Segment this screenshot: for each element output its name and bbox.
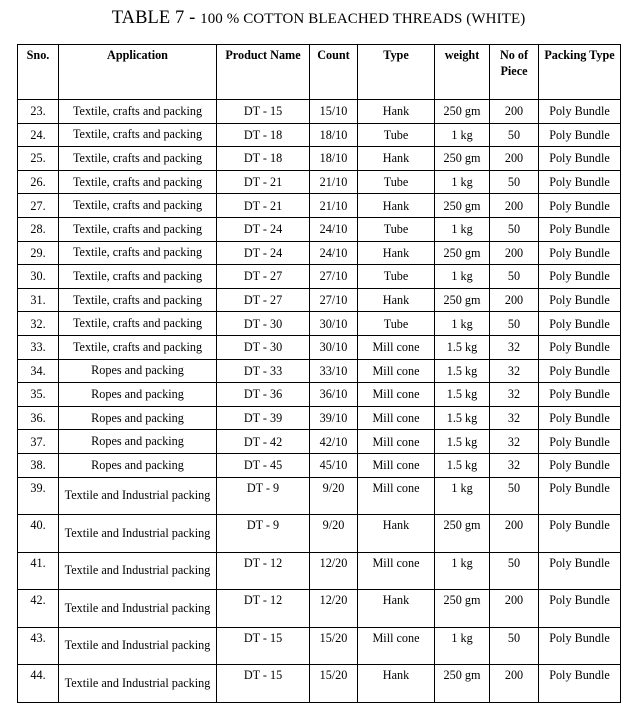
cell-type: Tube [358,312,435,336]
cell-count: 33/10 [310,359,358,383]
column-header-packing-type: Packing Type [539,45,621,100]
cell-pieces: 50 [490,552,539,590]
cell-count: 15/20 [310,665,358,703]
cell-weight: 1 kg [435,627,490,665]
cell-packing-type: Poly Bundle [539,406,621,430]
table-row [18,241,621,265]
cell-count: 24/10 [310,241,358,265]
cell-sno: 36. [18,406,59,430]
cell-application: Textile, crafts and packing [59,147,217,171]
cell-packing-type: Poly Bundle [539,100,621,124]
cell-packing-type: Poly Bundle [539,590,621,628]
cell-weight: 1.5 kg [435,453,490,477]
cell-count: 24/10 [310,217,358,241]
cell-weight: 1.5 kg [435,335,490,359]
cell-count: 45/10 [310,453,358,477]
cell-weight: 250 gm [435,590,490,628]
cell-sno: 34. [18,359,59,383]
cell-sno: 25. [18,147,59,171]
cell-product-name: DT - 9 [217,515,310,553]
cell-pieces: 32 [490,453,539,477]
cell-application: Textile, crafts and packing [59,170,217,194]
cell-pieces: 32 [490,383,539,407]
table-row [18,552,621,590]
cell-product-name: DT - 36 [217,383,310,407]
cell-packing-type: Poly Bundle [539,217,621,241]
cell-packing-type: Poly Bundle [539,265,621,289]
column-header-count: Count [310,45,358,100]
cell-weight: 1 kg [435,123,490,147]
cell-type: Mill cone [358,453,435,477]
cell-count: 12/20 [310,590,358,628]
cell-type: Mill cone [358,359,435,383]
cell-application: Textile and Industrial packing [59,590,217,628]
cell-sno: 38. [18,453,59,477]
cell-packing-type: Poly Bundle [539,383,621,407]
cell-pieces: 200 [490,288,539,312]
cell-type: Hank [358,288,435,312]
cell-packing-type: Poly Bundle [539,453,621,477]
cell-weight: 250 gm [435,194,490,218]
cell-application: Textile and Industrial packing [59,665,217,703]
cell-count: 30/10 [310,312,358,336]
cell-type: Mill cone [358,406,435,430]
cell-packing-type: Poly Bundle [539,552,621,590]
cell-packing-type: Poly Bundle [539,194,621,218]
cell-count: 39/10 [310,406,358,430]
table-row [18,453,621,477]
cell-sno: 33. [18,335,59,359]
cell-sno: 24. [18,123,59,147]
cell-product-name: DT - 15 [217,100,310,124]
cell-product-name: DT - 30 [217,312,310,336]
cell-pieces: 50 [490,477,539,515]
cell-packing-type: Poly Bundle [539,170,621,194]
cell-type: Hank [358,515,435,553]
cell-sno: 42. [18,590,59,628]
cell-product-name: DT - 39 [217,406,310,430]
cell-product-name: DT - 18 [217,147,310,171]
cell-count: 27/10 [310,265,358,289]
column-header-application: Application [59,45,217,100]
cell-pieces: 200 [490,665,539,703]
cell-packing-type: Poly Bundle [539,123,621,147]
cell-packing-type: Poly Bundle [539,241,621,265]
cell-product-name: DT - 24 [217,241,310,265]
column-header-product-name: Product Name [217,45,310,100]
table-row [18,147,621,171]
cell-product-name: DT - 33 [217,359,310,383]
cell-sno: 28. [18,217,59,241]
cell-weight: 1 kg [435,265,490,289]
cell-count: 21/10 [310,194,358,218]
table-row [18,100,621,124]
cell-type: Mill cone [358,477,435,515]
cell-weight: 1 kg [435,312,490,336]
cell-sno: 40. [18,515,59,553]
cell-type: Tube [358,123,435,147]
cell-application: Ropes and packing [59,430,217,454]
table-row [18,627,621,665]
cell-type: Mill cone [358,383,435,407]
cell-count: 18/10 [310,123,358,147]
table-row [18,288,621,312]
cell-packing-type: Poly Bundle [539,359,621,383]
cell-application: Ropes and packing [59,406,217,430]
cell-product-name: DT - 21 [217,170,310,194]
cell-application: Textile, crafts and packing [59,217,217,241]
cell-application: Textile, crafts and packing [59,335,217,359]
column-header-weight: weight [435,45,490,100]
cell-application: Textile, crafts and packing [59,100,217,124]
cell-pieces: 200 [490,100,539,124]
header-row [18,45,621,100]
cell-weight: 250 gm [435,147,490,171]
cell-sno: 29. [18,241,59,265]
cell-pieces: 50 [490,170,539,194]
cell-sno: 44. [18,665,59,703]
table-row [18,194,621,218]
cell-pieces: 32 [490,430,539,454]
cell-product-name: DT - 30 [217,335,310,359]
cell-type: Mill cone [358,430,435,454]
cell-application: Textile and Industrial packing [59,477,217,515]
column-header-pieces: No of Piece [490,45,539,100]
cell-type: Tube [358,170,435,194]
cell-sno: 31. [18,288,59,312]
cell-weight: 250 gm [435,241,490,265]
cell-type: Mill cone [358,335,435,359]
table-row [18,665,621,703]
cell-type: Hank [358,147,435,171]
table-row [18,590,621,628]
cell-weight: 1.5 kg [435,430,490,454]
table-title [0,8,637,29]
cell-weight: 1.5 kg [435,359,490,383]
cell-pieces: 32 [490,359,539,383]
cell-count: 9/20 [310,477,358,515]
cell-count: 18/10 [310,147,358,171]
cell-product-name: DT - 12 [217,590,310,628]
cell-sno: 27. [18,194,59,218]
table-row [18,312,621,336]
cell-sno: 43. [18,627,59,665]
cell-pieces: 200 [490,515,539,553]
cell-product-name: DT - 27 [217,288,310,312]
table-row [18,123,621,147]
table-row [18,217,621,241]
cell-product-name: DT - 18 [217,123,310,147]
cell-sno: 30. [18,265,59,289]
cell-application: Textile and Industrial packing [59,552,217,590]
table-title-prefix: TABLE 7 - [111,8,196,28]
table-row [18,430,621,454]
cell-product-name: DT - 42 [217,430,310,454]
cell-application: Textile, crafts and packing [59,265,217,289]
cell-application: Textile, crafts and packing [59,241,217,265]
cell-type: Mill cone [358,552,435,590]
cell-type: Hank [358,590,435,628]
cell-packing-type: Poly Bundle [539,665,621,703]
cell-application: Textile and Industrial packing [59,627,217,665]
table-row [18,170,621,194]
cell-sno: 41. [18,552,59,590]
cell-sno: 23. [18,100,59,124]
cell-product-name: DT - 45 [217,453,310,477]
cell-application: Ropes and packing [59,383,217,407]
cell-pieces: 50 [490,265,539,289]
cell-pieces: 32 [490,406,539,430]
cell-product-name: DT - 15 [217,627,310,665]
cell-pieces: 50 [490,312,539,336]
cell-weight: 1.5 kg [435,406,490,430]
cell-pieces: 50 [490,627,539,665]
cell-application: Ropes and packing [59,453,217,477]
cell-pieces: 50 [490,123,539,147]
table-row [18,477,621,515]
cell-packing-type: Poly Bundle [539,477,621,515]
cell-weight: 1.5 kg [435,383,490,407]
cell-packing-type: Poly Bundle [539,335,621,359]
cell-pieces: 50 [490,217,539,241]
cell-count: 15/20 [310,627,358,665]
cell-type: Tube [358,217,435,241]
cell-type: Hank [358,194,435,218]
cell-product-name: DT - 9 [217,477,310,515]
cell-count: 12/20 [310,552,358,590]
cell-application: Textile, crafts and packing [59,288,217,312]
cell-count: 21/10 [310,170,358,194]
cell-weight: 250 gm [435,515,490,553]
cell-sno: 32. [18,312,59,336]
cell-count: 42/10 [310,430,358,454]
table-row [18,383,621,407]
cell-sno: 37. [18,430,59,454]
cotton-threads-table [17,44,621,703]
table-row [18,515,621,553]
table-row [18,335,621,359]
cell-weight: 250 gm [435,665,490,703]
cell-product-name: DT - 27 [217,265,310,289]
cell-pieces: 200 [490,590,539,628]
cell-packing-type: Poly Bundle [539,312,621,336]
cell-sno: 26. [18,170,59,194]
cell-count: 9/20 [310,515,358,553]
table-title-text: 100 % COTTON BLEACHED THREADS (WHITE) [200,11,526,27]
cell-type: Hank [358,100,435,124]
cell-packing-type: Poly Bundle [539,147,621,171]
cell-pieces: 32 [490,335,539,359]
cell-product-name: DT - 21 [217,194,310,218]
table-row [18,265,621,289]
column-header-sno: Sno. [18,45,59,100]
cell-pieces: 200 [490,241,539,265]
cell-application: Textile, crafts and packing [59,194,217,218]
cell-product-name: DT - 24 [217,217,310,241]
cell-weight: 1 kg [435,170,490,194]
cell-weight: 1 kg [435,477,490,515]
cell-pieces: 200 [490,194,539,218]
cell-packing-type: Poly Bundle [539,627,621,665]
cell-type: Hank [358,241,435,265]
cell-packing-type: Poly Bundle [539,515,621,553]
cell-sno: 39. [18,477,59,515]
cell-packing-type: Poly Bundle [539,288,621,312]
cell-weight: 250 gm [435,100,490,124]
cell-count: 36/10 [310,383,358,407]
cell-count: 27/10 [310,288,358,312]
cell-weight: 250 gm [435,288,490,312]
cell-weight: 1 kg [435,552,490,590]
cell-weight: 1 kg [435,217,490,241]
cell-application: Textile, crafts and packing [59,123,217,147]
cell-product-name: DT - 15 [217,665,310,703]
cell-count: 30/10 [310,335,358,359]
cell-type: Hank [358,665,435,703]
column-header-type: Type [358,45,435,100]
cell-type: Mill cone [358,627,435,665]
cell-type: Tube [358,265,435,289]
cell-application: Ropes and packing [59,359,217,383]
cell-product-name: DT - 12 [217,552,310,590]
cell-application: Textile and Industrial packing [59,515,217,553]
table-row [18,359,621,383]
table-row [18,406,621,430]
cell-application: Textile, crafts and packing [59,312,217,336]
cell-count: 15/10 [310,100,358,124]
cell-sno: 35. [18,383,59,407]
cell-pieces: 200 [490,147,539,171]
cell-packing-type: Poly Bundle [539,430,621,454]
